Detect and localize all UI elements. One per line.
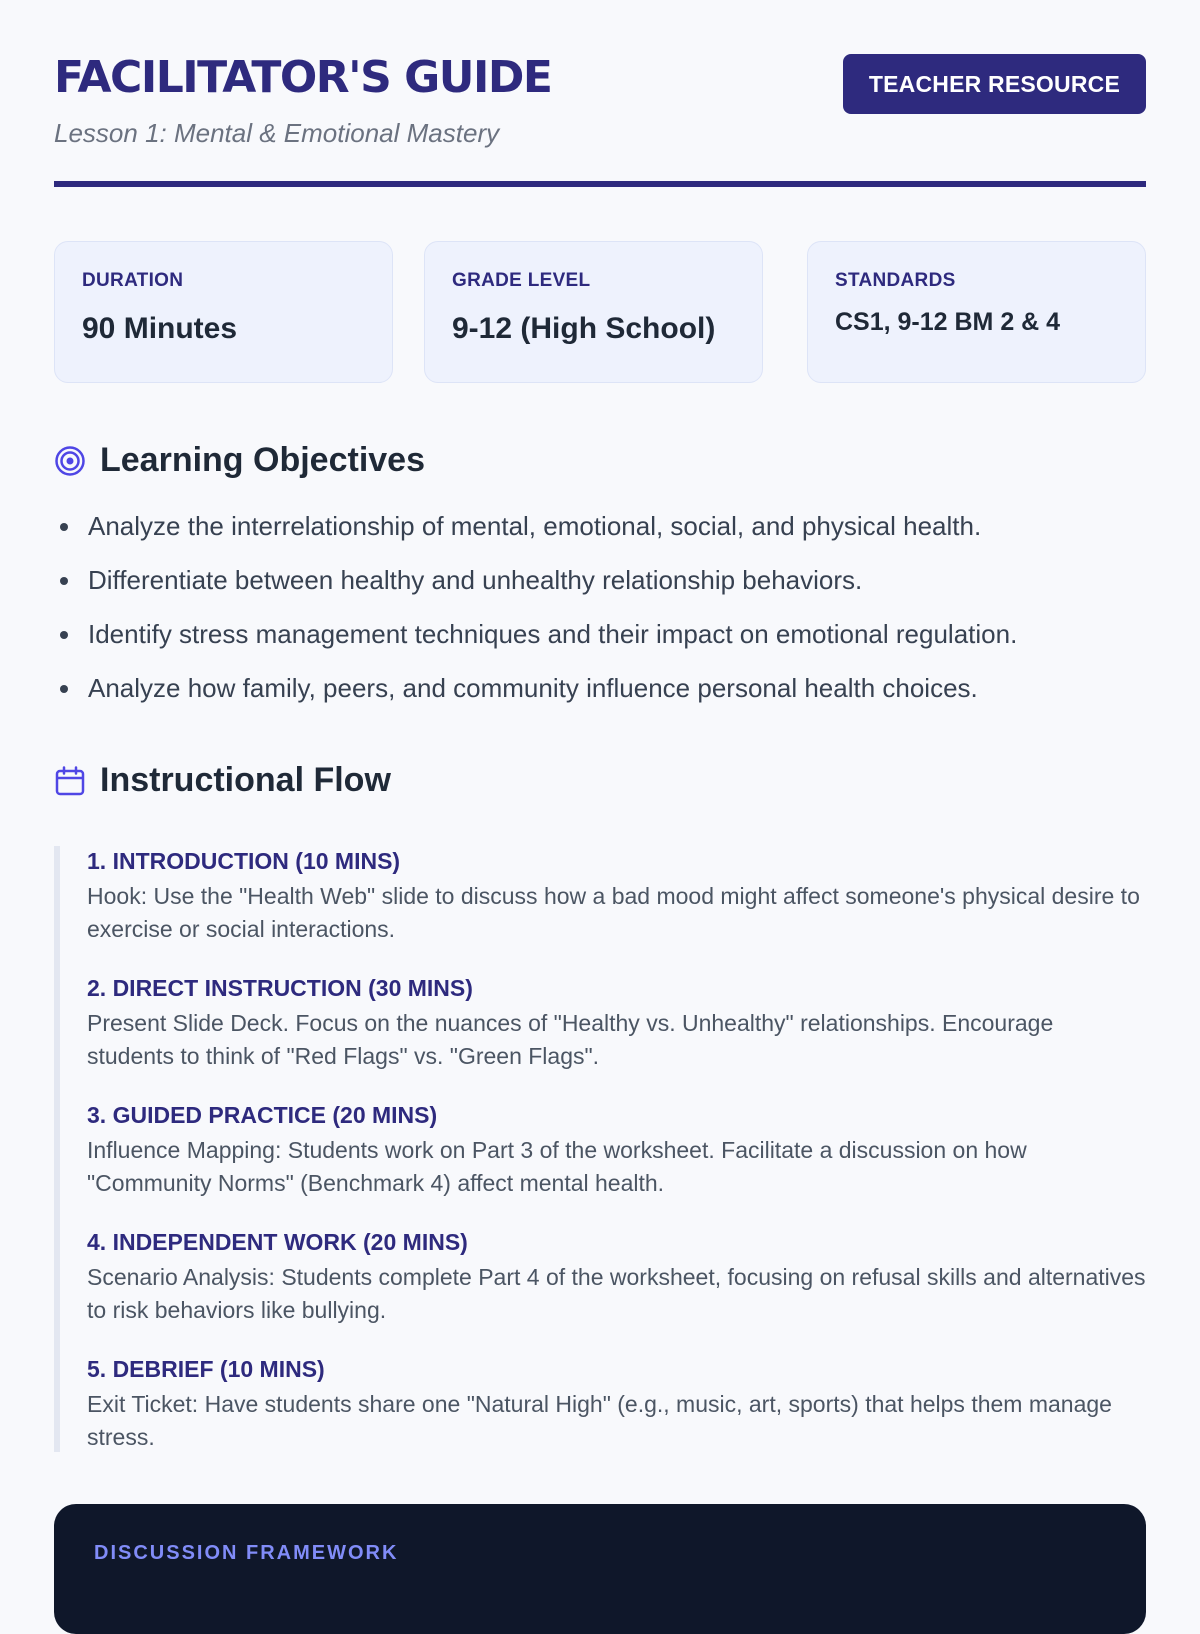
header-divider xyxy=(54,181,1146,187)
standards-value: CS1, 9-12 BM 2 & 4 xyxy=(835,308,1061,336)
grade-level-value: 9-12 (High School) xyxy=(452,312,716,345)
flow-step xyxy=(87,1227,1146,1354)
objective-item: Analyze how family, peers, and community influence personal health choices. xyxy=(54,668,1146,722)
objective-item: Analyze the interrelationship of mental, emotional, social, and physical health. xyxy=(54,506,1146,560)
flow-step xyxy=(87,1100,1146,1227)
page-header xyxy=(54,0,1146,186)
flow-step-title: 1. INTRODUCTION (10 MINS) xyxy=(87,848,401,874)
flow-step xyxy=(87,973,1146,1100)
grade-level-label: GRADE LEVEL xyxy=(452,270,591,291)
calendar-icon xyxy=(54,765,86,797)
duration-label: DURATION xyxy=(82,270,184,291)
duration-card xyxy=(54,241,393,383)
flow-step-text: Influence Mapping: Students work on Part 3 of the worksheet. Facilitate a discussion on how "Community Norms" (Benchmark 4) affect mental health. xyxy=(87,1137,1027,1196)
objective-item: Differentiate between healthy and unhealthy relationship behaviors. xyxy=(54,560,1146,614)
standards-card xyxy=(807,241,1146,383)
objectives-heading: Learning Objectives xyxy=(100,441,425,479)
page-subtitle: Lesson 1: Mental & Emotional Mastery xyxy=(54,118,500,148)
discussion-framework-panel xyxy=(54,1504,1146,1634)
flow-step-text: Scenario Analysis: Students complete Part 4 of the worksheet, focusing on refusal skills and alternatives to risk behaviors like bullying. xyxy=(87,1264,1146,1323)
flow-heading-row xyxy=(54,761,391,800)
flow-step xyxy=(87,1354,1146,1481)
standards-label: STANDARDS xyxy=(835,270,956,291)
flow-step-text: Hook: Use the "Health Web" slide to discuss how a bad mood might affect someone's physical desire to exercise or social interactions. xyxy=(87,883,1140,942)
flow-step-text: Exit Ticket: Have students share one "Natural High" (e.g., music, art, sports) that helps them manage stress. xyxy=(87,1391,1112,1450)
objective-item: Identify stress management techniques and their impact on emotional regulation. xyxy=(54,614,1146,668)
duration-value: 90 Minutes xyxy=(82,312,238,345)
objectives-heading-row xyxy=(54,441,425,480)
flow-step-title: 4. INDEPENDENT WORK (20 MINS) xyxy=(87,1229,468,1255)
page-title: FACILITATOR'S GUIDE xyxy=(54,52,552,103)
objectives-list xyxy=(54,506,1146,722)
info-cards xyxy=(54,241,1146,383)
target-icon xyxy=(54,445,86,477)
flow-step-title: 2. DIRECT INSTRUCTION (30 MINS) xyxy=(87,975,473,1001)
flow-step-title: 3. GUIDED PRACTICE (20 MINS) xyxy=(87,1102,438,1128)
discussion-framework-label: DISCUSSION FRAMEWORK xyxy=(94,1542,399,1564)
flow-step xyxy=(87,846,1146,973)
flow-heading: Instructional Flow xyxy=(100,761,391,799)
flow-step-text: Present Slide Deck. Focus on the nuances of "Healthy vs. Unhealthy" relationships. Encourage students to think of "Red Flags" vs. "Green Flags". xyxy=(87,1010,1054,1069)
instructional-flow xyxy=(54,846,1146,1452)
flow-step-title: 5. DEBRIEF (10 MINS) xyxy=(87,1356,325,1382)
grade-level-card xyxy=(424,241,763,383)
teacher-resource-badge: TEACHER RESOURCE xyxy=(843,54,1146,114)
